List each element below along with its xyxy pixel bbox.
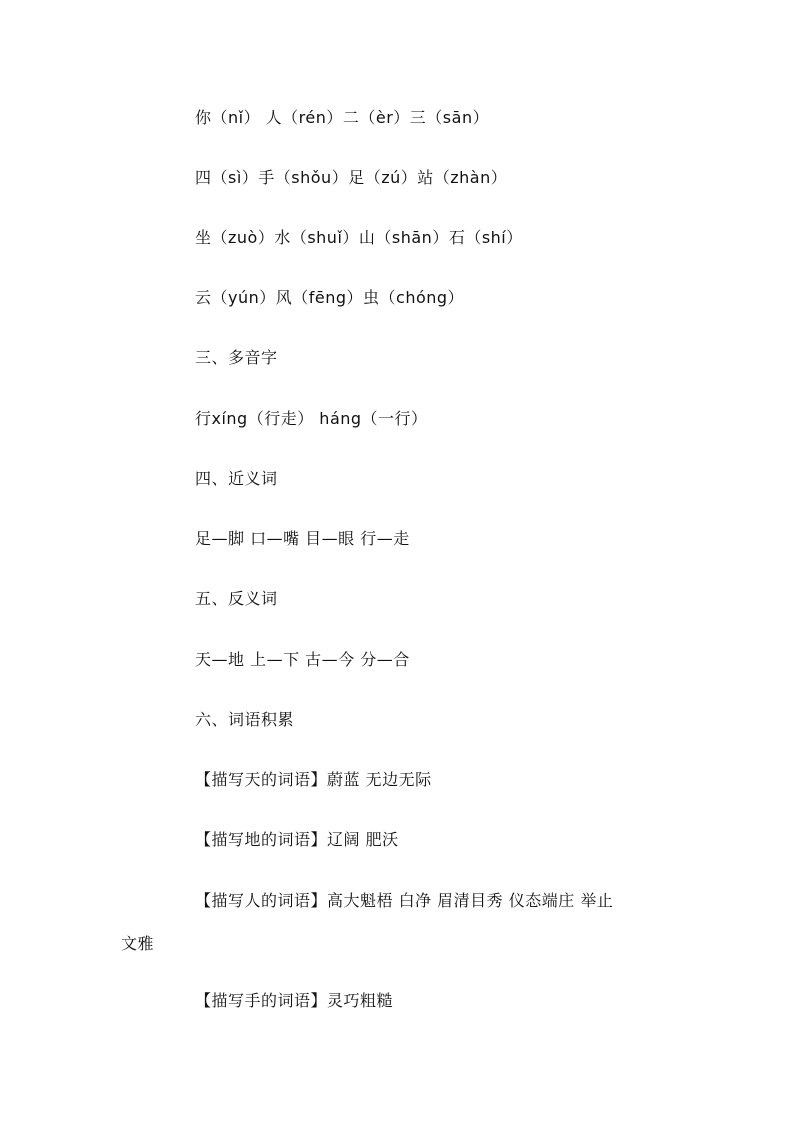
vocabulary-people-line: 【描写人的词语】高大魁梧 白净 眉清目秀 仪态端庄 举止 [195,891,614,910]
polyphonic-line: 行xíng（行走） háng（一行） [195,409,428,428]
pinyin-line-1: 你（nǐ） 人（rén）二（èr）三（sān） [195,108,490,127]
section-heading-synonyms: 四、近义词 [195,469,278,488]
pinyin-line-2: 四（sì）手（shǒu）足（zú）站（zhàn） [195,168,508,187]
section-heading-antonyms: 五、反义词 [195,589,278,608]
synonyms-line: 足—脚 口—嘴 目—眼 行—走 [195,529,410,548]
vocabulary-sky-line: 【描写天的词语】蔚蓝 无边无际 [195,770,432,789]
vocabulary-earth-line: 【描写地的词语】辽阔 肥沃 [195,830,399,849]
section-heading-vocabulary: 六、词语积累 [195,710,295,729]
antonyms-line: 天—地 上—下 古—今 分—合 [195,650,410,669]
vocabulary-hands-line: 【描写手的词语】灵巧粗糙 [195,991,394,1010]
vocabulary-people-line-continued: 文雅 [121,934,155,953]
pinyin-line-4: 云（yún）风（fēng）虫（chóng） [195,288,465,307]
pinyin-line-3: 坐（zuò）水（shuǐ）山（shān）石（shí） [195,228,523,247]
section-heading-polyphonic: 三、多音字 [195,348,278,367]
